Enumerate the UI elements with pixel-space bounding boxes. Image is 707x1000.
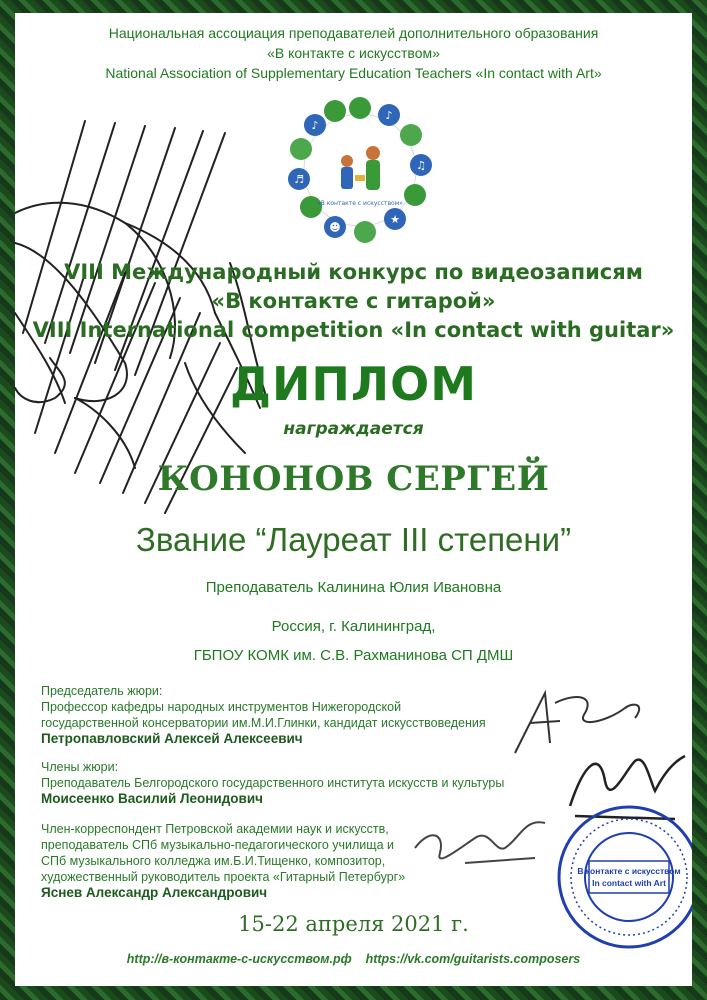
jury-member2-desc-3: СПб музыкального колледжа им.Б.И.Тищенко, композитор, xyxy=(41,854,386,868)
jury-member2-desc-1: Член-корреспондент Петровской академии наук и искусств, xyxy=(41,822,389,836)
svg-text:♫: ♫ xyxy=(416,159,426,172)
competition-dates: 15-22 апреля 2021 г. xyxy=(238,912,469,936)
jury-member2-desc-4: художественный руководитель проекта «Гитарный Петербург» xyxy=(41,870,406,884)
jury-chair-desc-1: Профессор кафедры народных инструментов Нижегородской xyxy=(41,700,402,714)
jury-member1-name: Моисеенко Василий Леонидович xyxy=(41,791,263,806)
recipient-name: КОНОНОВ СЕРГЕЙ xyxy=(157,459,550,499)
logo-caption: «В контакте с искусством» xyxy=(317,200,403,207)
award-rank: Звание “Лауреат III степени” xyxy=(135,521,572,558)
jury-member2-name: Яснев Александр Александрович xyxy=(41,885,268,900)
website-link[interactable]: http://в-контакте-с-искусством.рф xyxy=(126,952,352,966)
location: Россия, г. Калининград, xyxy=(271,618,436,635)
jury-member2-desc-2: преподаватель СПб музыкально-педагогического училища и xyxy=(41,838,394,852)
jury-member1-desc: Преподаватель Белгородского государственного института искусств и культуры xyxy=(41,776,505,790)
association-logo xyxy=(285,95,435,245)
signature-member2 xyxy=(405,808,555,878)
stamp-inner-line1: В контакте с искусством xyxy=(577,866,681,876)
svg-text:♪: ♪ xyxy=(385,109,393,122)
competition-title-ru: VIII Международный конкурс по видеозаписям xyxy=(64,260,643,284)
svg-text:♪: ♪ xyxy=(311,119,319,132)
jury-chair-desc-2: государственной консерватории им.М.И.Глинки, кандидат искусствоведения xyxy=(41,716,486,730)
svg-text:★: ★ xyxy=(390,213,400,226)
svg-text:♬: ♬ xyxy=(294,173,304,186)
stamp-inner-line2: In contact with Art xyxy=(592,878,666,888)
teacher-name: Преподаватель Калинина Юлия Ивановна xyxy=(205,579,502,596)
vk-link[interactable]: https://vk.com/guitarists.composers xyxy=(365,952,581,966)
footer-links xyxy=(15,952,692,966)
association-name-ru: Национальная ассоциация преподавателей дополнительного образования xyxy=(108,25,599,41)
competition-title-en: VIII International competition «In contact with guitar» xyxy=(32,318,675,342)
association-name-en: National Association of Supplementary Education Teachers «In contact with Art» xyxy=(105,65,602,81)
svg-text:☻: ☻ xyxy=(329,221,341,234)
competition-subtitle-ru: «В контакте с гитарой» xyxy=(211,289,496,313)
jury-chair-heading: Председатель жюри: xyxy=(41,684,163,698)
jury-member1-block xyxy=(41,759,561,807)
school-name: ГБПОУ КОМК им. С.В. Рахманинова СП ДМШ xyxy=(193,647,514,664)
awarded-label: награждается xyxy=(283,419,424,439)
jury-members-heading: Члены жюри: xyxy=(41,760,119,774)
jury-chair-name: Петропавловский Алексей Алексеевич xyxy=(41,731,303,746)
association-motto-ru: «В контакте с искусством» xyxy=(267,45,440,61)
jury-chair-block xyxy=(41,683,561,747)
diploma-page xyxy=(15,13,692,986)
diploma-title: ДИПЛОМ xyxy=(229,357,478,411)
